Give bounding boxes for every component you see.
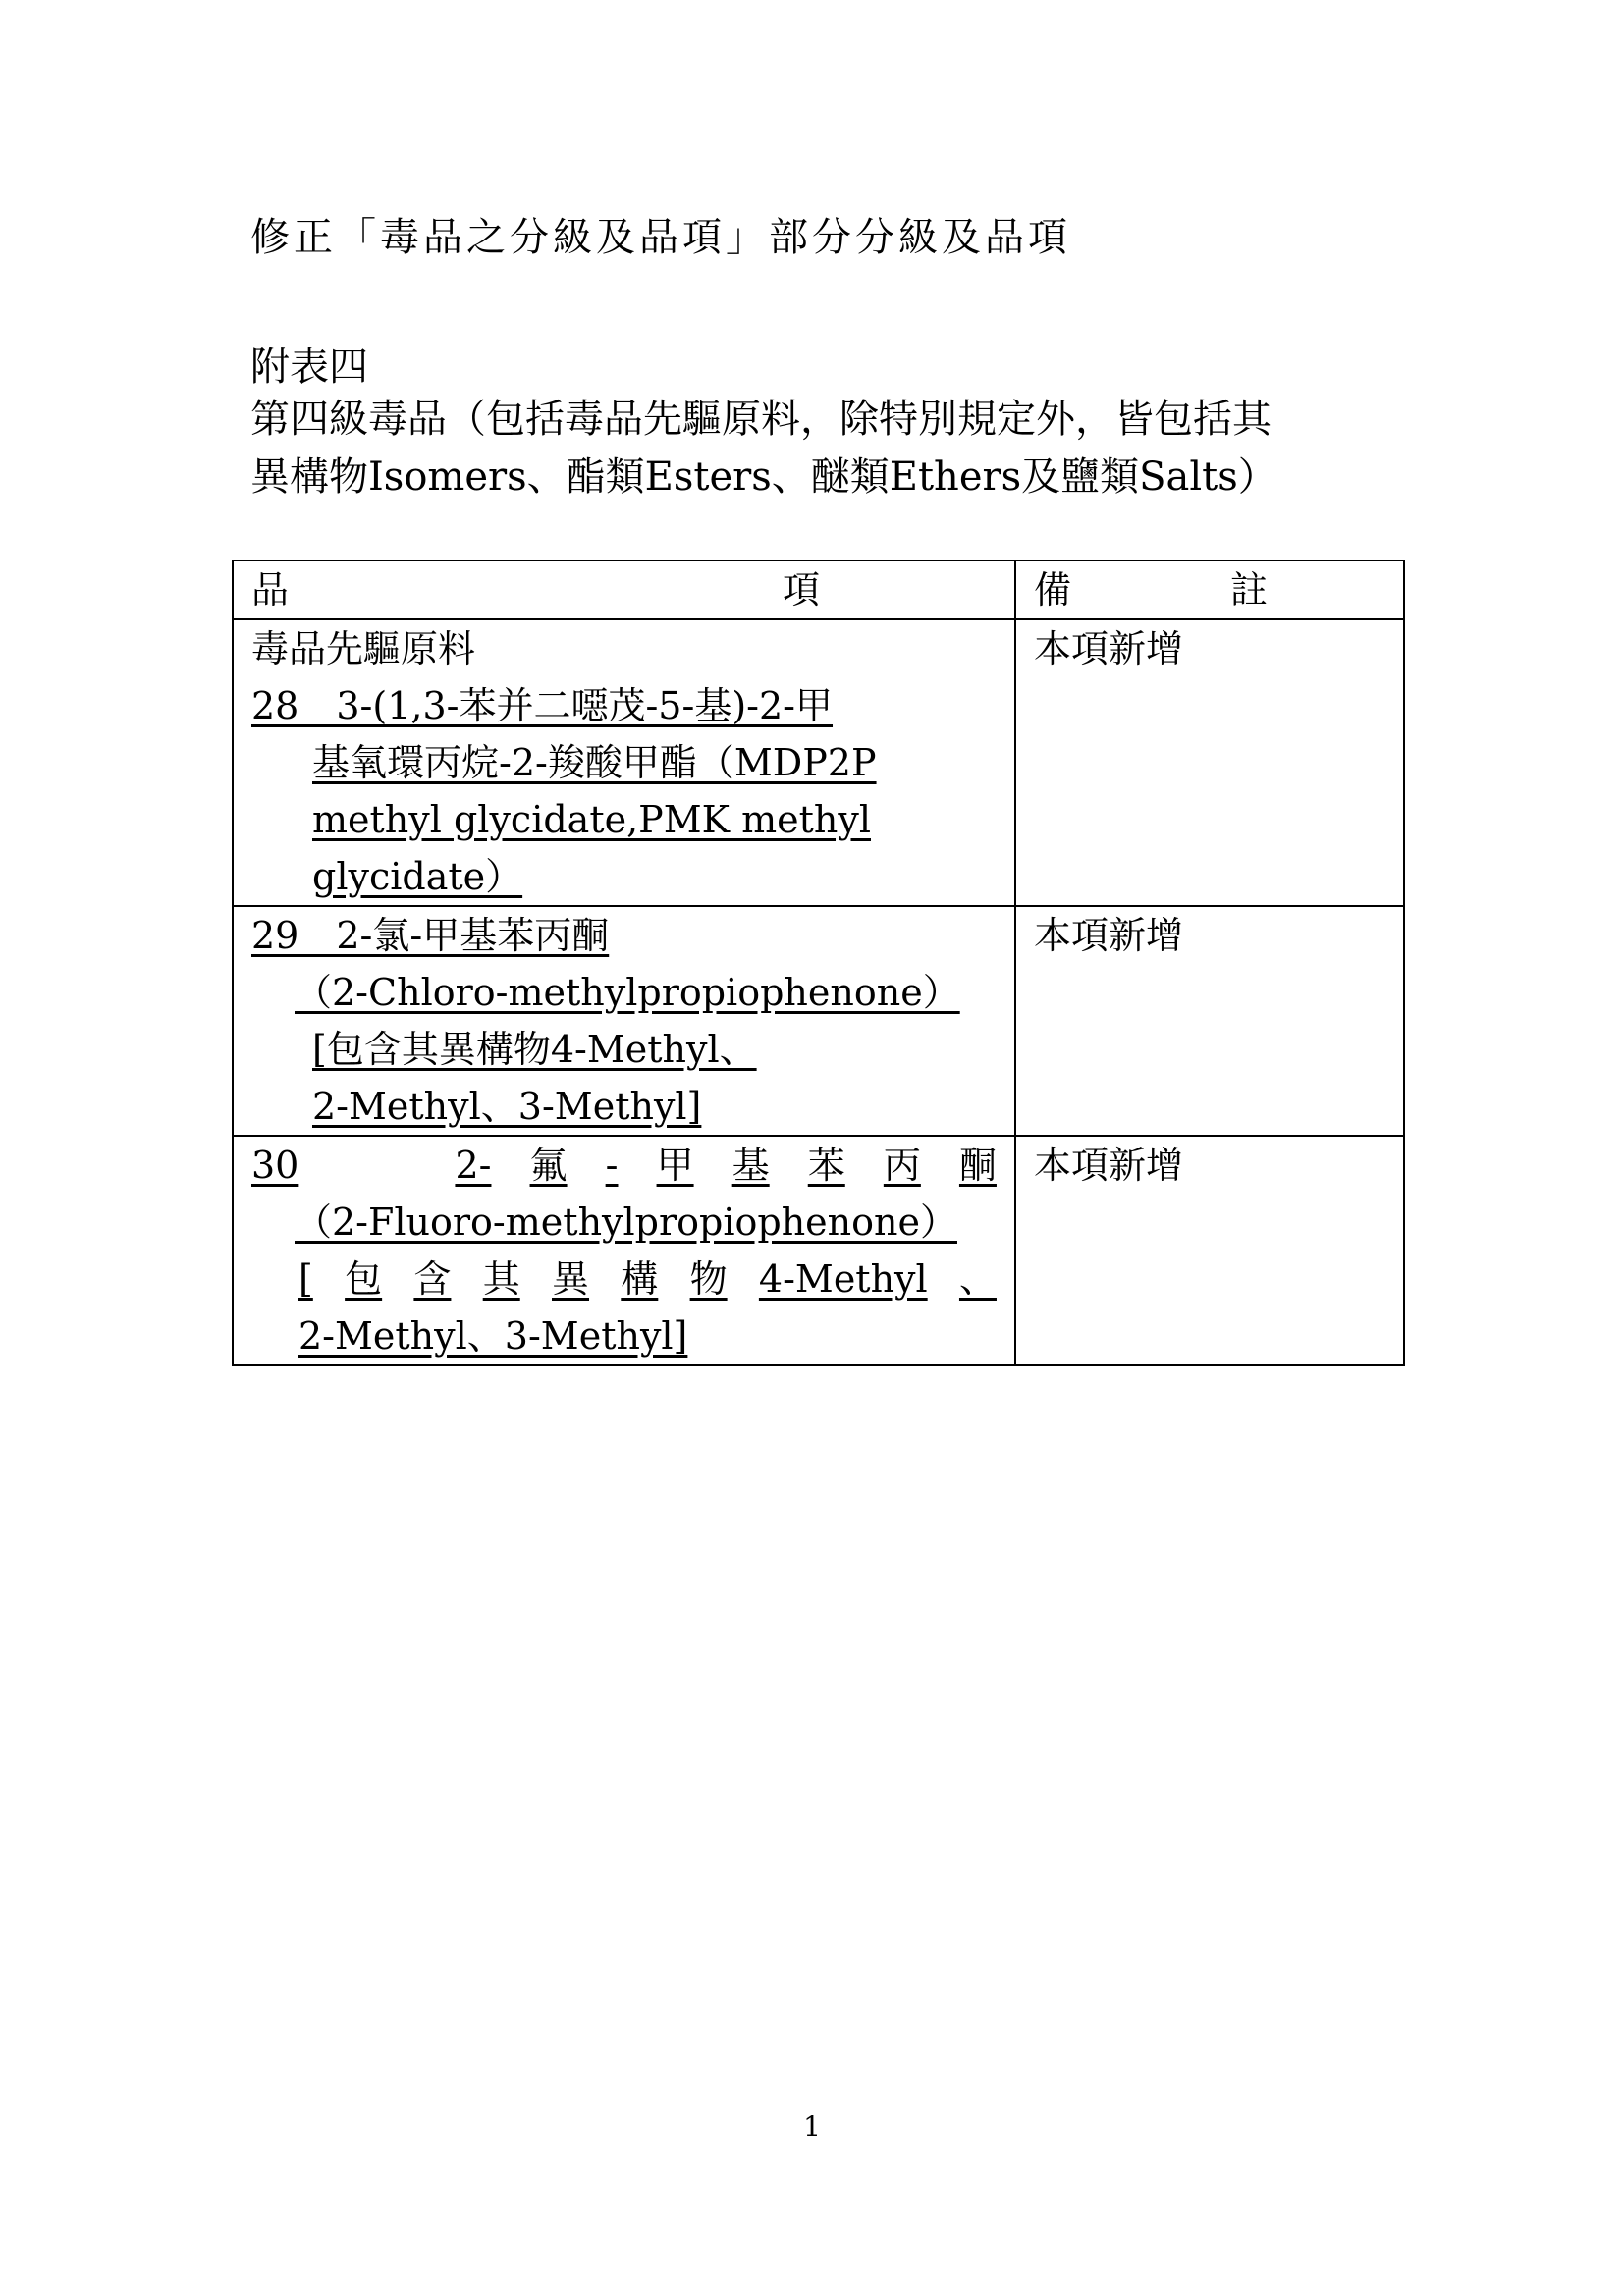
- item-30-title-part: 甲: [656, 1144, 694, 1187]
- schedule-table: [232, 560, 1405, 1366]
- intro-line-1: 第四級毒品（包括毒品先驅原料，除特別規定外，皆包括其: [250, 397, 1272, 442]
- item-29-line-2: （2-Chloro-methylpropiophenone）: [295, 971, 960, 1014]
- item-30-title-part: 苯: [807, 1144, 845, 1187]
- item-30-number: 30: [251, 1144, 299, 1187]
- item-30-isomer-part: [: [298, 1257, 313, 1301]
- item-cell-28: [233, 619, 1015, 906]
- item-30-isomer-part: 4-Methyl: [758, 1257, 928, 1301]
- item-30-isomer-part: 含: [413, 1257, 452, 1301]
- annex-label: 附表四: [250, 345, 368, 390]
- table-row: [233, 906, 1404, 1136]
- item-30-isomer-part: 包: [345, 1257, 383, 1301]
- document-title: 修正「毒品之分級及品項」部分分級及品項: [250, 215, 1071, 260]
- item-30-isomer-part: 構: [621, 1257, 659, 1301]
- item-28-line-2: 基氧環丙烷-2-羧酸甲酯（MDP2P: [312, 741, 877, 784]
- item-29-line-3: [包含其異構物4-Methyl、: [312, 1028, 757, 1071]
- table-header-row: [233, 561, 1404, 619]
- item-29-line-1: 29 2-氯-甲基苯丙酮: [251, 914, 610, 957]
- header-note: [1015, 561, 1404, 619]
- page-number: 1: [803, 2110, 821, 2143]
- item-30-isomer-part: 異: [552, 1257, 590, 1301]
- item-30-line-3: [298, 1251, 997, 1308]
- note-30: 本項新增: [1034, 1144, 1184, 1187]
- note-28: 本項新增: [1034, 627, 1184, 670]
- intro-text: [250, 391, 1409, 507]
- intro-line-2: 異構物Isomers、酯類Esters、醚類Ethers及鹽類Salts）: [250, 454, 1277, 500]
- header-note-char-2: 註: [1229, 568, 1268, 612]
- item-30-line-1: [251, 1137, 997, 1194]
- header-item: [233, 561, 1015, 619]
- table-row: [233, 1136, 1404, 1365]
- item-30-title-part: 氟: [529, 1144, 568, 1187]
- category-label: 毒品先驅原料: [251, 627, 476, 670]
- header-item-char-2: 項: [782, 568, 820, 612]
- table-row: [233, 619, 1404, 906]
- item-30-title-part: -: [605, 1144, 619, 1187]
- item-30-title-part: 基: [731, 1144, 770, 1187]
- item-30-isomer-part: 物: [689, 1257, 728, 1301]
- item-30-title-part: 酮: [958, 1144, 997, 1187]
- item-28-line-3: methyl glycidate,PMK methyl: [312, 798, 871, 841]
- item-28-line-4: glycidate）: [312, 855, 523, 898]
- item-30-isomer-part: 其: [482, 1257, 520, 1301]
- item-30-line-2: （2-Fluoro-methylpropiophenone）: [295, 1201, 957, 1244]
- item-cell-30: [233, 1136, 1015, 1365]
- item-cell-29: [233, 906, 1015, 1136]
- note-cell-30: [1015, 1136, 1404, 1365]
- item-28-line-1: 28 3-(1,3-苯并二噁茂-5-基)-2-甲: [251, 684, 834, 727]
- header-item-char-1: 品: [251, 568, 290, 612]
- item-30-title-part: 2-: [455, 1144, 492, 1187]
- note-29: 本項新增: [1034, 914, 1184, 957]
- item-30-line-4: 2-Methyl、3-Methyl]: [298, 1314, 688, 1358]
- note-cell-29: [1015, 906, 1404, 1136]
- item-29-line-4: 2-Methyl、3-Methyl]: [312, 1085, 702, 1128]
- item-30-title-part: 丙: [883, 1144, 921, 1187]
- header-note-char-1: 備: [1034, 568, 1072, 612]
- note-cell-28: [1015, 619, 1404, 906]
- item-30-isomer-part: 、: [958, 1257, 997, 1301]
